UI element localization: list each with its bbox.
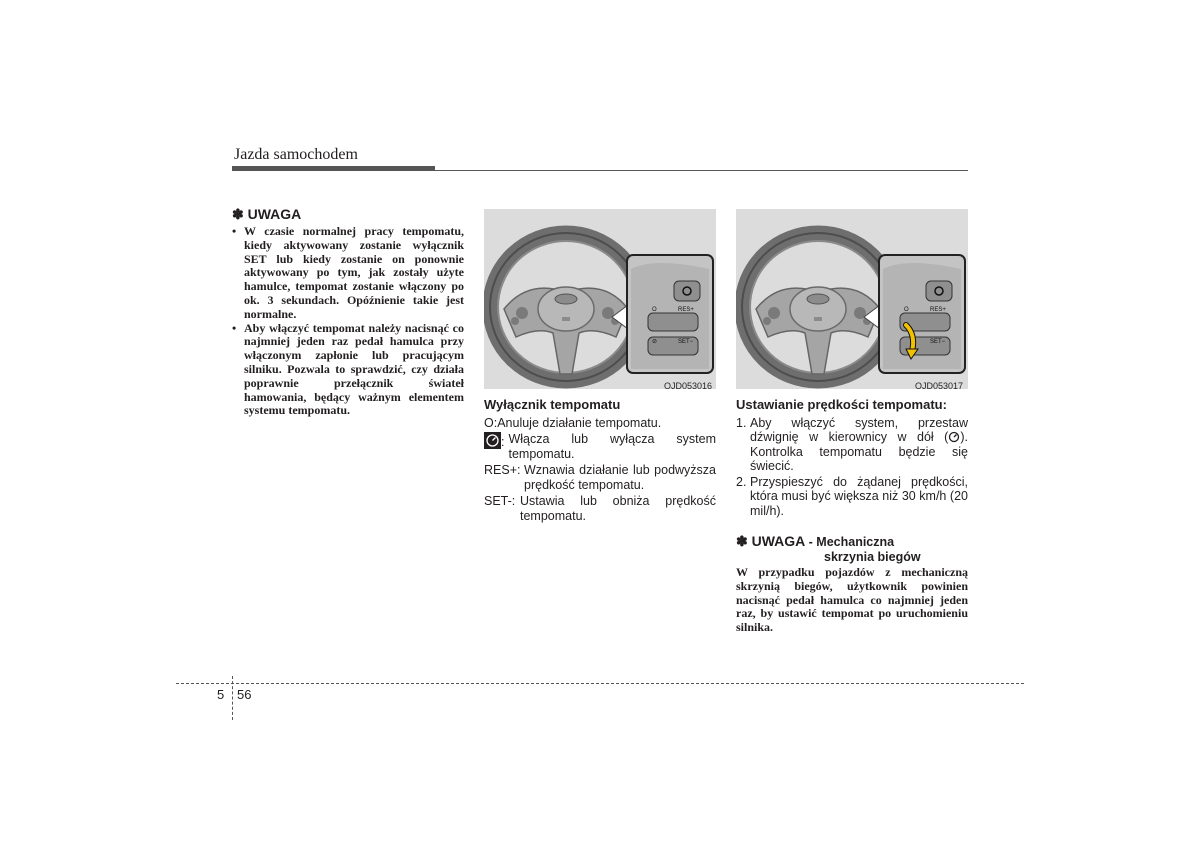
steering-wheel-illustration	[736, 209, 968, 389]
warning-box	[232, 206, 464, 418]
svg-text:O: O	[904, 307, 909, 313]
warning-subtitle: skrzynia biegów	[824, 549, 921, 564]
steering-wheel-illustration	[484, 209, 716, 389]
step-text-part: Aby włączyć system, przestaw dźwignię w kierownicy w dół (	[750, 415, 968, 444]
speed-section	[736, 398, 968, 635]
step-number: 1.	[736, 415, 747, 430]
header-rule-thin	[435, 170, 968, 171]
figure-code: OJD053016	[664, 381, 713, 391]
warning-body: W przypadku pojazdów z mechaniczną skrzynią biegów, użytkownik powinien nacisnąć pedał hamulca co najmniej jeden raz, by ustawić tempomat po uruchomieniu silnika.	[736, 565, 968, 635]
warning-subtitle: - Mechaniczna	[808, 535, 895, 549]
steering-wheel-figure-2	[736, 209, 968, 389]
section-heading: Wyłącznik tempomatu	[484, 397, 621, 412]
cruise-control-icon	[484, 432, 501, 449]
switch-desc: Anuluje działanie tempomatu.	[497, 415, 662, 430]
switch-term: RES+:	[484, 463, 521, 477]
footer-rule	[176, 683, 1024, 684]
speed-steps	[736, 416, 968, 519]
svg-text:O: O	[652, 307, 657, 313]
warning-title-text: ✽ UWAGA	[736, 533, 805, 549]
footer-divider	[232, 676, 233, 720]
set-label: SET−	[678, 339, 694, 345]
switch-item	[484, 494, 716, 523]
figure-code: OJD053017	[915, 381, 964, 391]
switch-item	[484, 432, 716, 461]
step-text: Przyspieszyć do żądanej prędkości, która musi być większa niż 30 km/h (20 mil/h).	[750, 474, 968, 518]
switch-desc: Ustawia lub obniża prędkość tempomatu.	[520, 494, 716, 523]
step-item	[736, 416, 968, 474]
section-heading: Ustawianie prędkości tempomatu:	[736, 397, 947, 412]
switch-term: SET-:	[484, 494, 516, 508]
step-text-part: ). Kontrolka tempomatu będzie się świecić.	[750, 430, 968, 473]
warning-list	[232, 225, 464, 418]
res-label: RES+	[930, 307, 946, 313]
warning-item: • W czasie normalnej pracy tempomatu, kiedy aktywowany zostanie wyłącznik SET lub kiedy zostanie on ponownie aktywowany po tym, jak zostały użyte hamulce, tempomat zostanie włączony po ok. 3 sekundach. Opóźnienie takie jest normalne.	[232, 225, 464, 322]
switch-desc: Włącza lub wyłącza system tempomatu.	[508, 432, 716, 461]
switch-desc: Wznawia działanie lub podwyższa prędkość tempomatu.	[524, 463, 716, 492]
switch-term: O:	[484, 415, 498, 430]
switch-section	[484, 398, 716, 525]
set-label: SET−	[930, 339, 946, 345]
page-header-title: Jazda samochodem	[234, 146, 358, 163]
warning-title	[736, 534, 968, 550]
step-item	[736, 475, 968, 519]
cruise-control-icon	[948, 430, 960, 443]
section-number: 5	[217, 687, 225, 702]
switch-term-wrap	[484, 432, 504, 461]
steering-wheel-figure-1	[484, 209, 716, 389]
step-text	[750, 416, 968, 474]
step-number: 2.	[736, 474, 747, 489]
header-rule-thick	[232, 166, 435, 171]
warning-item: • Aby włączyć tempomat należy nacisnąć co najmniej jeden raz pedał hamulca przy włączonym zapłonie lub pracującym silniku. Pozwala to sprawdzić, czy działa poprawnie przełącznik świateł hamowania, będący ważnym elementem systemu tempomatu.	[232, 322, 464, 419]
switch-item	[484, 463, 716, 492]
warning-title: ✽ UWAGA	[232, 206, 302, 222]
switch-term: :	[501, 435, 505, 449]
svg-text:⊘: ⊘	[652, 339, 658, 345]
page-number: 56	[237, 687, 252, 702]
switch-item	[484, 416, 716, 431]
res-label: RES+	[678, 307, 694, 313]
